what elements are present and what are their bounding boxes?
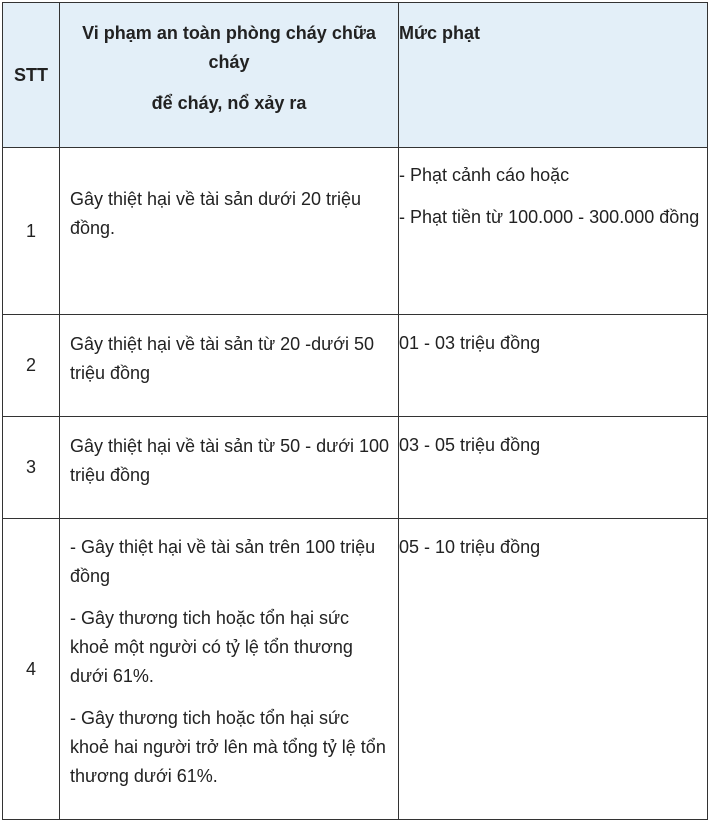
- header-violation-line1: Vi phạm an toàn phòng cháy chữa cháy: [82, 23, 376, 72]
- table-row: [3, 148, 708, 315]
- table-row: [3, 519, 708, 820]
- violation-text: - Gây thương tich hoặc tổn hại sức khoẻ một người có tỷ lệ tổn thương dưới 61%.: [70, 608, 353, 686]
- violation-cell: [60, 417, 399, 519]
- header-violation: [60, 3, 399, 148]
- penalty-cell: [399, 519, 708, 820]
- violation-cell: [60, 315, 399, 417]
- penalty-text: 03 - 05 triệu đồng: [399, 435, 541, 455]
- penalty-cell: [399, 417, 708, 519]
- table-header-row: [3, 3, 708, 148]
- penalty-text: - Phạt tiền từ 100.000 - 300.000 đồng: [399, 207, 700, 227]
- penalty-text: 05 - 10 triệu đồng: [399, 537, 541, 557]
- penalty-text: - Phạt cảnh cáo hoặc: [399, 165, 570, 185]
- header-stt: STT: [3, 3, 60, 148]
- violation-cell: [60, 148, 399, 315]
- violation-text: - Gây thiệt hại về tài sản trên 100 triệu đồng: [70, 537, 376, 586]
- table-row: [3, 417, 708, 519]
- violation-cell: [60, 519, 399, 820]
- table-row: [3, 315, 708, 417]
- violation-text: - Gây thương tich hoặc tổn hại sức khoẻ hai người trở lên mà tổng tỷ lệ tổn thương dưới 61%.: [70, 708, 386, 786]
- penalty-text: 01 - 03 triệu đồng: [399, 333, 541, 353]
- violation-text: Gây thiệt hại về tài sản từ 20 -dưới 50 triệu đồng: [70, 334, 375, 383]
- penalty-cell: [399, 148, 708, 315]
- header-violation-line2: để cháy, nổ xảy ra: [151, 93, 307, 113]
- header-penalty: Mức phạt: [399, 3, 708, 148]
- stt-cell: 1: [3, 148, 60, 315]
- penalty-cell: [399, 315, 708, 417]
- stt-cell: 2: [3, 315, 60, 417]
- violation-text: Gây thiệt hại về tài sản từ 50 - dưới 100 triệu đồng: [70, 436, 390, 485]
- stt-cell: 4: [3, 519, 60, 820]
- stt-cell: 3: [3, 417, 60, 519]
- fine-table: [2, 2, 708, 820]
- violation-text: Gây thiệt hại về tài sản dưới 20 triệu đồng.: [70, 189, 362, 238]
